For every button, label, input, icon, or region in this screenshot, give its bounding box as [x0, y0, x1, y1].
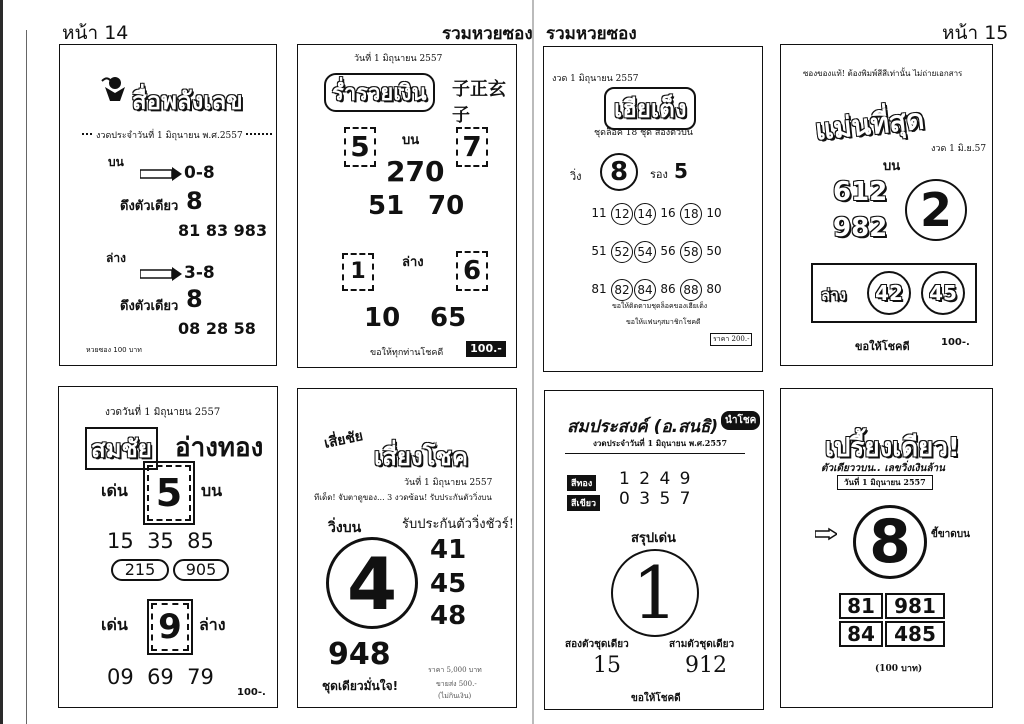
card1-top-numbers: 81 83 983 — [178, 221, 268, 240]
card8-b4: 485 — [885, 621, 945, 647]
card8-b2: 981 — [885, 593, 945, 619]
card7-badge: นำโชค — [721, 411, 760, 430]
card3-grid-number: 16 — [660, 206, 676, 220]
card7-divider — [565, 453, 745, 454]
card4-date: งวด 1 มิ.ย.57 — [931, 144, 987, 154]
card3-grid-number: 11 — [591, 206, 607, 220]
card3-grid-number: 81 — [591, 282, 607, 296]
card3-grid-number: 84 — [634, 279, 656, 301]
card5-title-rest: อ่างทอง — [175, 433, 264, 463]
left-page-title: รวมหวยซอง — [442, 24, 533, 44]
card5-row1: 15 35 85 — [107, 529, 214, 553]
card2-top-label: บน — [402, 133, 420, 148]
card7-nums1: 1 2 4 9 — [619, 469, 693, 489]
card8-label: ขี้ขาดบน — [931, 529, 970, 540]
card1-bottom-label: ล่าง — [106, 251, 126, 265]
card4-num1: 612 — [833, 177, 888, 207]
card-maen-tee-sud — [780, 44, 993, 366]
card6-n1: 41 — [430, 535, 467, 565]
card2-row1: 270 — [386, 155, 445, 188]
card7-blessing: ขอให้โชคดี — [631, 693, 681, 704]
card3-date: งวด 1 มิถุนายน 2557 — [552, 74, 639, 84]
card1-bottom-pair: 3-8 — [184, 263, 215, 283]
card6-date: วันที่ 1 มิถุนายน 2557 — [404, 478, 493, 488]
card1-date: งวดประจำวันที่ 1 มิถุนายน พ.ศ.2557 — [94, 128, 245, 142]
card-somprasong — [544, 390, 764, 710]
card3-run-main: 8 — [600, 153, 638, 191]
card3-grid-number: 58 — [680, 241, 702, 263]
card-sue-palang-lek — [59, 44, 277, 366]
card-hia-teng — [543, 46, 763, 372]
card4-price: 100-. — [941, 337, 970, 348]
card-somchai-angthong — [58, 386, 278, 708]
card2-row3a: 10 — [364, 303, 401, 333]
card5-date: งวดวันที่ 1 มิถุนายน 2557 — [105, 407, 221, 418]
card5-top-label: บน — [201, 481, 223, 500]
card1-top-single: 8 — [186, 187, 203, 215]
card3-grid-number: 18 — [680, 203, 702, 225]
card6-run-label: วิ่งบน — [328, 520, 362, 536]
card5-bottom-digit: 9 — [151, 603, 189, 651]
card4-title: แม่นที่สุด — [813, 102, 926, 147]
card6-line: ทีเด็ด! จับตาดูของ... 3 งวดซ้อน! รับประกันตัววิ่งบน — [314, 493, 492, 502]
card7-date: งวดประจำวันที่ 1 มิถุนายน พ.ศ.2557 — [593, 438, 728, 448]
card2-blessing: ขอให้ทุกท่านโชคดี — [370, 348, 444, 358]
card-sia-chai-siang-chok — [297, 388, 517, 708]
card7-left-label: สองตัวชุดเดียว — [565, 639, 629, 650]
card3-title: เฮียเต็ง — [604, 87, 696, 130]
card8-big: 8 — [853, 505, 927, 579]
card3-number-grid — [584, 203, 764, 313]
card6-price2: ขายส่ง 500.- — [436, 680, 477, 688]
card5-pill1: 215 — [111, 559, 169, 581]
card-priang-diao — [780, 388, 993, 708]
card5-row2: 09 69 79 — [107, 665, 214, 689]
card8-price: (100 บาท) — [875, 664, 923, 674]
card7-left-num: 15 — [593, 653, 621, 678]
card2-bottom-left: 1 — [342, 253, 374, 291]
right-page-number: หน้า 15 — [942, 22, 1009, 44]
card5-top-digit: 5 — [147, 465, 191, 521]
card7-nums2: 0 3 5 7 — [619, 489, 693, 509]
card6-footer: ชุดเดียวมั่นใจ! — [322, 679, 399, 693]
card2-row2a: 51 — [368, 191, 405, 221]
right-page-title: รวมหวยซอง — [546, 24, 637, 44]
page-gutter — [532, 0, 534, 724]
card1-price: หวยซอง 100 บาท — [86, 346, 142, 354]
card4-blessing: ขอให้โชคดี — [855, 340, 910, 353]
card3-price: ราคา 200.- — [710, 333, 752, 346]
card1-bottom-single-label: ดึงตัวเดียว — [120, 299, 179, 314]
card2-row2b: 70 — [428, 191, 465, 221]
card3-note1: ขอให้ติดตามชุดล็อคของเฮียเต็ง — [612, 302, 708, 310]
left-binding-line — [26, 30, 27, 724]
card3-grid-number: 86 — [660, 282, 676, 296]
card3-grid-number: 51 — [591, 244, 607, 258]
left-page-edge — [0, 0, 3, 724]
card7-summary: สรุปเด่น — [631, 531, 676, 546]
card7-right-num: 912 — [685, 653, 727, 678]
card6-n3: 48 — [430, 601, 467, 631]
card1-bottom-numbers: 08 28 58 — [178, 319, 256, 338]
card6-n4: 948 — [328, 637, 391, 672]
card3-grid-number: 56 — [660, 244, 676, 258]
card-rum-ruay-ngern — [297, 44, 517, 368]
card6-big: 4 — [326, 537, 418, 629]
card5-bottom-prefix: เด่น — [101, 615, 128, 634]
card3-grid-number: 50 — [706, 244, 722, 258]
pointing-hand-icon — [815, 527, 837, 541]
card7-tag1: สีทอง — [567, 475, 596, 491]
card5-title-box: สมชัย — [85, 427, 158, 470]
card2-logo-chars: 子正玄子 — [452, 79, 506, 126]
card2-bottom-right: 6 — [456, 251, 488, 291]
card6-title-small: เสี่ยชัย — [322, 428, 365, 452]
card4-num2: 982 — [833, 213, 888, 243]
card6-price3: (ไม่กินเงิน) — [438, 692, 472, 700]
cupid-icon — [100, 73, 130, 103]
card8-b3: 84 — [839, 621, 883, 647]
card4-notice: ซองของแท้! ต้องพิมพ์สีสีเท่านั้น ไม่ถ่ายเอกสาร — [803, 69, 963, 78]
card3-grid-number: 12 — [611, 203, 633, 225]
card5-bottom-label: ล่าง — [199, 615, 226, 634]
card3-run-sub: 5 — [674, 159, 688, 183]
card3-grid-number: 80 — [706, 282, 722, 296]
card8-date: วันที่ 1 มิถุนายน 2557 — [837, 475, 933, 490]
card4-bottom-label: ล่าง — [821, 286, 846, 304]
card4-top-label: บน — [883, 159, 901, 174]
arrow-icon — [140, 267, 182, 281]
card4-b1: 42 — [867, 271, 911, 315]
card6-guarantee: รับประกันตัววิ่งชัวร์! — [402, 517, 514, 532]
card3-grid-number: 82 — [611, 279, 633, 301]
card3-grid-number: 88 — [680, 279, 702, 301]
card1-top-single-label: ดึงตัวเดียว — [120, 199, 179, 214]
card5-pill2: 905 — [173, 559, 229, 581]
card2-top-left: 5 — [344, 127, 376, 167]
card2-title: ร่ำรวยเงิน — [324, 73, 435, 112]
card1-top-label: บน — [108, 155, 124, 169]
card7-tag2: สีเขียว — [567, 495, 600, 511]
card1-bottom-single: 8 — [186, 285, 203, 313]
card4-b2: 45 — [921, 271, 965, 315]
card8-subtitle: ตัวเดียววบน.. เลขวิ่งเงินล้าน — [821, 463, 945, 474]
card2-top-right: 7 — [456, 127, 488, 167]
card3-run-label: วิ่ง — [570, 170, 582, 183]
card8-b1: 81 — [839, 593, 883, 619]
card7-big: 1 — [611, 549, 699, 637]
card8-title: เปรี้ยงเดียว! — [825, 433, 960, 463]
card7-right-label: สามตัวชุดเดียว — [669, 639, 735, 650]
card1-top-pair: 0-8 — [184, 163, 215, 183]
card6-n2: 45 — [430, 569, 467, 599]
arrow-icon — [140, 167, 182, 181]
card1-title: สื่อพลังเลข — [132, 87, 243, 115]
card3-note2: ขอให้แฟนๆสมาชิกโชคดี — [626, 318, 701, 326]
card2-date: วันที่ 1 มิถุนายน 2557 — [354, 54, 443, 64]
card2-price: 100.- — [466, 341, 506, 357]
card6-price1: ราคา 5,000 บาท — [428, 666, 482, 674]
card2-row3b: 65 — [430, 303, 467, 333]
card3-grid-number: 10 — [706, 206, 722, 220]
card3-grid-number: 14 — [634, 203, 656, 225]
card5-top-prefix: เด่น — [101, 481, 128, 500]
card3-grid-number: 52 — [611, 241, 633, 263]
card3-sub-label: รอง — [650, 168, 668, 181]
card3-grid-number: 54 — [634, 241, 656, 263]
card7-title: สมประสงค์ (อ.สนธิ) — [567, 417, 719, 437]
card6-title: เสี่ยงโชค — [374, 443, 468, 471]
card4-big: 2 — [905, 179, 967, 241]
card5-price: 100-. — [237, 687, 266, 698]
left-page-number: หน้า 14 — [62, 22, 129, 44]
card3-subtitle: ชุดล็อค 18 ชุด สองตัวบน — [594, 128, 693, 138]
card2-bottom-label: ล่าง — [402, 255, 424, 270]
